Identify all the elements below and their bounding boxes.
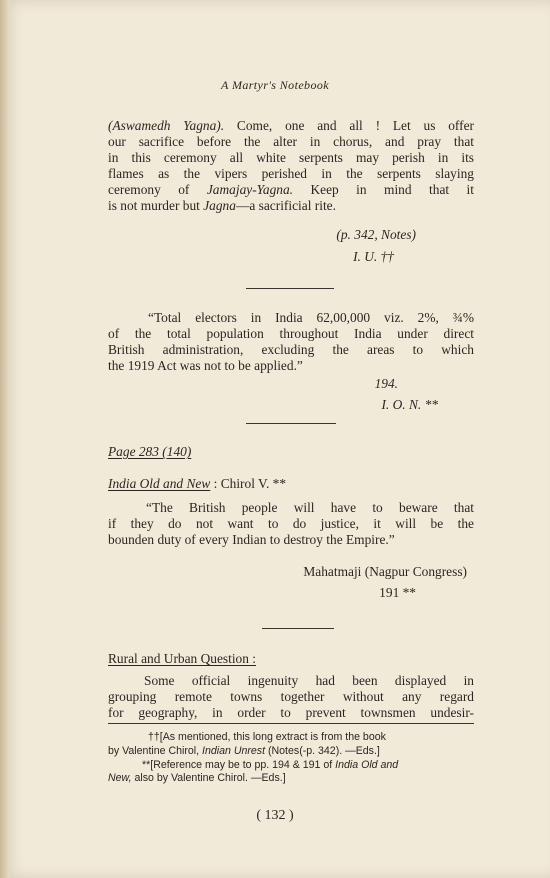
quote-british-people bbox=[108, 500, 474, 548]
paragraph-aswamedh bbox=[108, 118, 474, 213]
signature-iu: I. U. †† bbox=[353, 249, 394, 264]
heading-text: Page 283 (140) bbox=[108, 444, 192, 459]
text-line: if they do not want to do justice, it will be the bbox=[108, 515, 474, 531]
paragraph-electors bbox=[108, 310, 474, 374]
text-line: “The British people will have to beware that bbox=[146, 500, 474, 515]
text-line bbox=[108, 118, 474, 134]
text-line: of the total population throughout India under direct bbox=[108, 325, 474, 341]
text-line bbox=[108, 198, 474, 214]
text-line: flames as the vipers perished in the serpents slaying bbox=[108, 165, 474, 181]
paragraph-rural-urban bbox=[108, 673, 474, 721]
text-fragment: —a sacrificial rite. bbox=[235, 197, 336, 213]
footnote-line bbox=[108, 772, 474, 786]
footnote-line: ††[As mentioned, this long extract is from the book bbox=[148, 731, 386, 743]
signature-ion: I. O. N. ** bbox=[381, 397, 438, 412]
text-line: grouping remote towns together without any regard bbox=[108, 688, 474, 704]
reference-194: 194. bbox=[374, 376, 398, 391]
page-binding-shadow bbox=[0, 0, 10, 878]
running-head: A Martyr's Notebook bbox=[221, 78, 329, 92]
text-fragment: Come, one and all ! Let us offer bbox=[224, 118, 474, 133]
footnote-line bbox=[108, 759, 474, 773]
text-fragment: India Old and bbox=[335, 758, 399, 771]
book-author: : Chirol V. ** bbox=[210, 476, 287, 491]
text-line: British administration, excluding the areas to which bbox=[108, 341, 474, 357]
text-fragment: New, bbox=[108, 772, 132, 785]
book-title: India Old and New bbox=[108, 476, 211, 491]
reference-notes: (p. 342, Notes) bbox=[336, 227, 416, 242]
text-fragment: also by Valentine Chirol. —Eds.] bbox=[131, 772, 286, 785]
section-heading bbox=[108, 651, 256, 667]
text-line: “Total electors in India 62,00,000 viz. 2%, ¾% bbox=[148, 310, 474, 325]
book-heading bbox=[108, 476, 286, 492]
text-fragment: Jagna bbox=[203, 197, 236, 213]
section-divider bbox=[246, 423, 336, 424]
page-reference-heading bbox=[108, 444, 191, 460]
text-line: bounden duty of every Indian to destroy the Empire.” bbox=[108, 531, 395, 547]
text-fragment: (Notes(-p. 342). —Eds.] bbox=[265, 744, 380, 757]
heading-text: Rural and Urban Question : bbox=[108, 651, 257, 666]
text-fragment: (Aswamedh Yagna). bbox=[108, 118, 225, 133]
text-line: the 1919 Act was not to be applied.” bbox=[108, 357, 303, 373]
footnote-line bbox=[108, 745, 474, 759]
section-divider bbox=[262, 628, 334, 629]
text-fragment: is not murder but bbox=[108, 197, 204, 213]
text-fragment: by Valentine Chirol, bbox=[108, 744, 203, 757]
footnote-rule bbox=[108, 723, 474, 724]
text-fragment: ceremony of bbox=[108, 181, 207, 197]
text-line: our sacrifice before the alter in chorus, and pray that bbox=[108, 133, 474, 149]
text-line: for geography, in order to prevent townsmen undesir- bbox=[108, 704, 474, 720]
text-line: in this ceremony all white serpents may perish in its bbox=[108, 149, 474, 165]
text-fragment: Jamajay-Yagna. bbox=[206, 181, 294, 197]
page-number: ( 132 ) bbox=[256, 808, 294, 823]
text-fragment: Keep in mind that it bbox=[293, 181, 474, 197]
text-fragment: Indian Unrest bbox=[202, 744, 266, 757]
section-divider bbox=[246, 288, 334, 289]
text-line bbox=[108, 182, 474, 198]
reference-191: 191 ** bbox=[379, 585, 416, 600]
footnotes bbox=[108, 731, 474, 786]
attribution: Mahatmaji (Nagpur Congress) bbox=[303, 564, 467, 579]
text-fragment: **[Reference may be to pp. 194 & 191 of bbox=[142, 758, 336, 771]
text-line: Some official ingenuity had been displayed in bbox=[144, 673, 474, 688]
